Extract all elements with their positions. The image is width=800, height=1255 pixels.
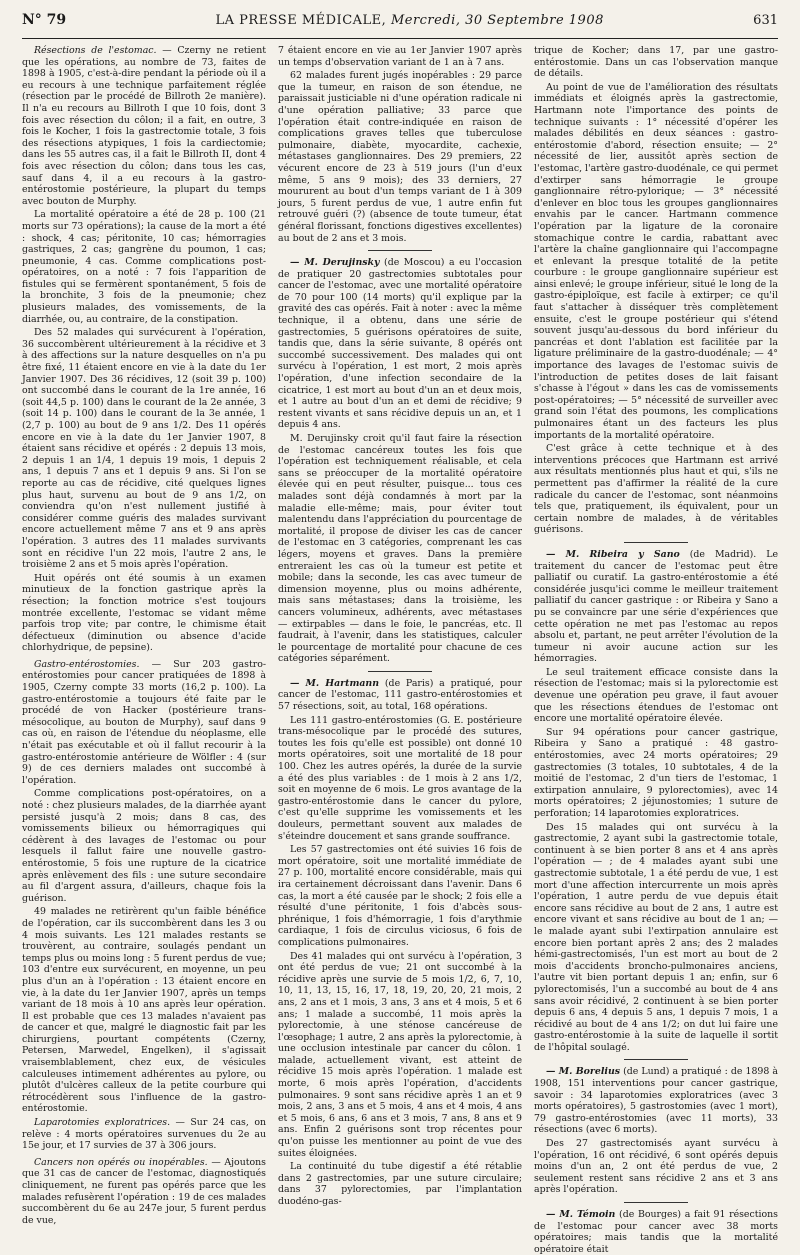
paragraph (22, 906, 266, 1115)
paragraph (22, 573, 266, 654)
paragraph-text: — Czerny ne retient que les opérations, au nombre de 73, faites de 1898 à 1905, c'est-à-dire pendant la période où il a eu recours à une technique parfaitement réglée (résection par le procédé de Billroth 2e manière). Il n'a eu recours au Billroth I que 10 fois, dont 3 fois avec résection du côlon; il a fait, en outre, 3 fois le Kocher, 1 fois la gastrectomie totale, 3 fois des résections atypiques, 1 fois la cardiectomie; dans les 55 autres cas, il a fait le Billroth II, dont 4 fois avec résection du côlon; dans tous les cas, sauf dans 4, il a eu recours à la gastro-entérostomie postérieure, la plupart du temps avec bouton de Murphy. (22, 45, 266, 207)
paragraph (278, 844, 522, 948)
paragraph-text: (de Bourges) a fait 91 résections de l'estomac pour cancer avec 38 morts opératoires; mais tandis que la mortalité opératoire était (534, 1209, 778, 1255)
paragraph (278, 433, 522, 665)
paragraph-text: — Sur 24 cas, on relève : 4 morts opératoires survenues du 2e au 15e jour, et 17 survies de 37 à 306 jours. (22, 1117, 266, 1152)
column-2 (278, 45, 522, 1207)
paragraph-text: Les 111 gastro-entérostomies (G. E. postérieure trans-mésocolique par le procédé des sutures, toutes les fois qu'elle est possible) ont donné 10 morts opératoires, soit une mortalité de 18 pour 100. Chez les autres opérés, la durée de la survie a été des plus variables : de 1 mois à 2 ans 1/2, soit en moyenne de 6 mois. Le gros avantage de la gastro-entérostomie dans le cancer du pylore, c'est qu'elle supprime les vomissements et les douleurs, permettant souvent aux malades de s'éteindre doucement et sans grande souffrance. (278, 714, 522, 842)
paragraph (22, 788, 266, 904)
issue-date: Mercredi, 30 Septembre 1908 (390, 13, 604, 28)
paragraph-text: (de Madrid). Le traitement du cancer de l'estomac peut être palliatif ou curatif. La gastro-entérostomie a été considérée jusqu'ici comme le meilleur traitement palliatif du cancer gastrique : or Ribeira y Sano a pu se convaincre par une série d'expériences que cette opération ne met pas l'estomac au repos absolu et, partant, ne peut arrêter l'évolution de la tumeur ni avoir aucune action sur les hémorragies. (534, 548, 778, 665)
paragraph-text: C'est grâce à cette technique et à des interventions précoces que Hartmann est arrivé aux résultats mentionnés plus haut et qui, s'ils ne permettent pas d'affirmer la réalité de la cure radicale du cancer de l'estomac, sont néanmoins tels que, pratiquement, ils équivalent, pour un certain nombre de malades, à de véritables guérisons. (534, 443, 778, 536)
section-separator (624, 542, 687, 543)
paragraph (278, 715, 522, 843)
paragraph (278, 1161, 522, 1207)
paragraph-text: Des 52 malades qui survécurent à l'opération, 36 succombèrent ultérieurement à la récidive et 3 à des affections sur la nature desquelles on n'a pu être fixé, 11 étaient encore en vie à la date du 1er Janvier 1907. Des 36 récidives, 12 (soit 39 p. 100) ont succombé dans le courant de la 1re année, 16 (soit 44,5 p. 100) dans le courant de la 2e année, 3 (soit 14 p. 100) dans le courant de la 3e année, 1 (2,7 p. 100) au bout de 9 ans 1/2. Des 11 opérés encore en vie à la date du 1er Janvier 1907, 8 étaient sans récidive et opérés : 2 depuis 13 mois, 2 depuis 1 an 1/4, 1 depuis 19 mois, 1 depuis 2 ans, 1 depuis 7 ans et 1 depuis 9 ans. Si l'on se reporte au cas de récidive, cité quelques lignes plus haut, survenu au bout de 9 ans 1/2, on conviendra qu'on n'est nullement justifié à considérer comme guéris des malades survivant encore actuellement même 7 ans et 9 ans après l'opération. 3 autres des 11 malades survivants sont en récidive l'un 22 mois, l'autre 2 ans, le troisième 2 ans et 5 mois après l'opération. (22, 327, 266, 571)
paragraph-text: Les 57 gastrectomies ont été suivies 16 fois de mort opératoire, soit une mortalité immédiate de 27 p. 100, mortalité encore considérable, mais qui ira certainement décroissant dans l'avenir. Dans 6 cas, la mort a été causée par le shock; 2 fois elle a résulté d'une péritonite, 1 fois d'abcès sous-phrénique, 1 fois d'hémorragie, 1 fois d'arythmie cardiaque, 1 fois de circulus viciosus, 6 fois de complications pulmonaires. (278, 844, 522, 948)
paragraph (278, 70, 522, 244)
column-3 (534, 45, 778, 1255)
section-heading: Gastro-entérostomies. (34, 658, 140, 670)
journal-title (215, 13, 603, 28)
paragraph-text: (de Paris) a pratiqué, pour cancer de l'estomac, 111 gastro-entérostomies et 57 résections, soit, au total, 168 opérations. (278, 677, 522, 713)
paragraph-text: Au point de vue de l'amélioration des résultats immédiats et éloignés après la gastrectomie, Hartmann note l'importance des points de technique suivants : 1° nécessité d'opérer les malades débilités en deux séances : gastro-entérostomie d'abord, résection ensuite; — 2° nécessité de lier, aussitôt après section de l'estomac, l'artère gastro-duodénale, ce qui permet d'extirper sans hémorragie le groupe ganglionnaire rétro-pylorique; — 3° nécessité d'enlever en bloc tous les groupes ganglionnaires envahis par le cancer. Hartmann commence l'opération par la ligature de la coronaire stomachique contre le cardia, rabattant avec l'artère la chaîne ganglionnaire qui l'accompagne et enlevant la presque totalité de la petite courbure : le groupe ganglionnaire supérieur est ainsi enlevé; le groupe inférieur, situé le long de la gastro-épiploïque, est facile à extirper; ce qu'il faut s'attacher à disséquer très complètement ensuite, c'est le groupe postérieur qui s'étend souvent jusqu'au-dessous du bord inférieur du pancréas et dont l'ablation est facilitée par la ligature préliminaire de la gastro-duodénale; — 4° importance des lavages de l'estomac suivis de l'introduction de petites doses de lait faisant s'chasse à l'égout » dans les cas de vomissements post-opératoires; — 5° nécessité de surveiller avec grand soin l'état des poumons, les complications pulmonaires étant un des facteurs les plus importants de la mortalité opératoire. (534, 81, 778, 441)
paragraph-text: Des 15 malades qui ont survécu à la gastrectomie, 2 ayant subi la gastrectomie totale, continuent à se bien porter 8 ans et 4 ans après l'opération — ; de 4 malades ayant subi une gastrectomie subtotale, 1 a été perdu de vue, 1 est mort d'une affection intercurrente un mois après l'opération, 1 autre perdu de vue depuis était encore sans récidive au bout de 2 ans, 1 autre est encore vivant et sans récidive au bout de 1 an; — le malade ayant subi l'extirpation annulaire est encore bien portant après 2 ans; des 2 malades hémi-gastrectomisés, l'un est mort au bout de 2 mois d'accidents broncho-pulmonaires anciens, l'autre vit bien portant depuis 1 an; enfin, sur 6 pylorectomisés, l'un a succombé au bout de 4 ans sans avoir récidivé, 2 continuent à se bien porter depuis 6 ans, 4 depuis 5 ans, 1 depuis 7 mois, 1 a récidivé au bout de 4 ans 1/2; on dut lui faire une gastro-entérostomie à la suite de laquelle il sortit de l'hôpital soulagé. (534, 821, 778, 1053)
paragraph (534, 549, 778, 665)
paragraph (22, 659, 266, 787)
paragraph-text: Huit opérés ont été soumis à un examen minutieux de la fonction gastrique après la résection; la fonction motrice s'est toujours montrée excellente, l'estomac se vidant même parfois trop vite; par contre, le chimisme était défectueux (diminution ou absence d'acide chlorhydrique, de pepsine). (22, 572, 266, 654)
paragraph-text: trique de Kocher; dans 17, par une gastro-entérostomie. Dans un cas l'observation manque de détails. (534, 45, 778, 80)
page-number: 631 (753, 13, 778, 28)
paragraph-text: 7 étaient encore en vie au 1er Janvier 1907 après un temps d'observation variant de 1 an à 7 ans. (278, 45, 522, 68)
paragraph (22, 1157, 266, 1227)
paragraph (22, 45, 266, 207)
section-separator (624, 1059, 687, 1060)
page-header (22, 12, 778, 39)
paragraph (534, 45, 778, 80)
paragraph-text: — Sur 203 gastro-entérostomies pour cancer pratiquées de 1898 à 1905, Czerny compte 33 morts (16,2 p. 100). La gastro-entérostomie a toujours été faite par le procédé de von Hacker (postérieure trans-mésocolique, au bouton de Murphy), sauf dans 9 cas où, en raison de l'étendue du néoplasme, elle n'était pas exécutable et où il fallut recourir à la gastro-entérostomie antérieure de Wölfler : 4 (sur 9) de ces derniers malades ont succombé à l'opération. (22, 658, 266, 786)
journal-name: LA PRESSE MÉDICALE, (215, 13, 387, 28)
paragraph (22, 209, 266, 325)
paragraph-text: M. Derujinsky croit qu'il faut faire la résection de l'estomac cancéreux toutes les fois que l'opération est techniquement réalisable, et cela sans se préoccuper de la mortalité opératoire élevée qui en peut résulter, puisque... tous ces malades sont déjà condamnés à mort par la maladie elle-même; mais, pour éviter tout malentendu dans l'appréciation du pourcentage de mortalité, il propose de diviser les cas de cancer de l'estomac en 3 catégories, comprenant les cas légers, moyens et graves. Dans la première entreraient les cas où la tumeur est petite et mobile; dans la seconde, les cas avec tumeur de dimension moyenne, plus ou moins adhérente, mais sans métastases; dans la troisième, les cancers volumineux, adhérents, avec métastases — extirpables — dans le foie, le pancréas, etc. Il faudrait, à l'avenir, dans les statistiques, calculer le pourcentage de mortalité pour chacune de ces catégories séparément. (278, 433, 522, 665)
paragraph (278, 951, 522, 1160)
author-name: — M. Ribeira y Sano (546, 548, 680, 560)
column-1 (22, 45, 266, 1226)
section-heading: Résections de l'estomac. (34, 45, 157, 56)
paragraph-text: Le seul traitement efficace consiste dans la résection de l'estomac; mais si la pylorectomie est devenue une opération peu grave, il faut avouer que les résections étendues de l'estomac ont encore une mortalité opératoire élevée. (534, 666, 778, 725)
paragraph-text: (de Moscou) a eu l'occasion de pratiquer 20 gastrectomies subtotales pour cancer de l'estomac, avec une mortalité opératoire de 70 pour 100 (14 morts) qu'il explique par la gravité des cas opérés. Fait à noter : avec la même technique, il a obtenu, dans une série de gastrectomies, 5 guérisons opératoires de suite, tandis que, dans la série suivante, 8 opérés ont succombé successivement. Des malades qui ont survécu à l'opération, 1 est mort, 2 mois après l'opération, d'une infection secondaire de la cicatrice, 1 est mort au bout d'un an et deux mois, et 1 autre au bout d'un an et demi de récidive; 9 restent vivants et sans récidive depuis un an, et 1 depuis 4 ans. (278, 257, 522, 431)
paragraph (22, 327, 266, 570)
paragraph (534, 727, 778, 820)
paragraph (22, 1117, 266, 1152)
paragraph (278, 45, 522, 68)
paragraph-text: Sur 94 opérations pour cancer gastrique, Ribeira y Sano a pratiqué : 48 gastro-entérostomies, avec 24 morts opératoires; 29 gastrectomies (3 totales, 10 subtotales, 4 de la moitié de l'estomac, 2 d'un tiers de l'estomac, 1 extirpation annulaire, 9 pylorectomies), avec 14 morts opératoires; 2 jéjunostomies; 1 suture de perforation; 14 laparotomies exploratrices. (534, 726, 778, 819)
author-name: — M. Hartmann (290, 677, 380, 689)
paragraph-text: Comme complications post-opératoires, on a noté : chez plusieurs malades, de la diarrhée ayant persisté jusqu'à 2 mois; dans 8 cas, des vomissements bilieux ou hémorragiques qui cédèrent à des lavages de l'estomac ou pour lesquels il fallut faire une nouvelle gastro-entérostomie, 5 fois une rupture de la cicatrice après enlèvement des fils : une suture secondaire au fil d'argent assura, d'ailleurs, chaque fois la guérison. (22, 788, 266, 904)
issue-number: N° 79 (22, 12, 67, 28)
paragraph-text: 49 malades ne retirèrent qu'un faible bénéfice de l'opération, car ils succombèrent dans les 3 ou 4 mois suivants. Les 121 malades restants se trouvèrent, au contraire, soulagés pendant un temps plus ou moins long : 5 furent perdus de vue; 103 d'entre eux survécurent, en moyenne, un peu plus d'un an à l'opération : 13 étaient encore en vie, à la date du 1er Janvier 1907, après un temps variant de 18 mois à 10 ans après leur opération. Il est probable que ces 13 malades n'avaient pas de cancer et que, malgré le diagnostic fait par les chirurgiens, pourtant compétents (Czerny, Petersen, Marwedel, Engelken), il s'agissait vraisemblablement, chez eux, de vésicules calculeuses intimement adhérentes au pylore, ou plutôt d'ulcères calleux de la petite courbure qui rétrocédèrent sous l'influence de la gastro-entérostomie. (22, 906, 266, 1115)
author-name: — M. Derujinsky (290, 257, 380, 269)
section-heading: Laparotomies exploratrices. (34, 1117, 171, 1129)
paragraph-text: 62 malades furent jugés inopérables : 29 parce que la tumeur, en raison de son étendue, ne paraissait justiciable ni d'une opération radicale ni d'une opération palliative; 33 parce que l'opération était contre-indiquée en raison de complications graves telles que tuberculose pulmonaire, diabète, myocardite, cachexie, métastases ganglionnaires. Des 29 premiers, 22 vécurent encore de 23 à 519 jours (l'un d'eux même, 5 ans 9 mois); des 33 derniers, 27 moururent au bout d'un temps variant de 1 à 309 jours, 5 furent perdus de vue, 1 autre enfin fut retrouvé guéri (?) (absence de toute tumeur, état général florissant, fonctions digestives excellentes) au bout de 2 ans et 3 mois. (278, 70, 522, 244)
paragraph (534, 667, 778, 725)
paragraph (278, 257, 522, 431)
paragraph-text: La continuité du tube digestif a été rétablie dans 2 gastrectomies, par une suture circulaire; dans 37 pylorectomies, par l'implantation duodéno-gas- (278, 1161, 522, 1207)
paragraph (278, 678, 522, 713)
paragraph-text: Des 41 malades qui ont survécu à l'opération, 3 ont été perdus de vue; 21 ont succombé à la récidive après une survie de 5 mois 1/2, 6, 7, 10, 10, 11, 13, 15, 16, 17, 18, 19, 20, 20, 21 mois, 2 ans, 2 ans et 1 mois, 3 ans, 3 ans et 4 mois, 5 et 6 ans; 1 malade a succombé, 11 mois après la pylorectomie, à une sténose cancéreuse de l'œsophage; 1 autre, 2 ans après la pylorectomie, à une occlusion intestinale par cancer du côlon. 1 malade, actuellement vivant, est atteint de récidive 15 mois après l'opération. 1 malade est morte, 6 mois après l'opération, d'accidents pulmonaires. 9 sont sans récidive après 1 an et 9 mois, 2 ans, 3 ans et 5 mois, 4 ans et 4 mois, 4 ans et 5 mois, 6 ans, 6 ans et 3 mois, 7 ans, 8 ans et 9 ans. Enfin 2 guérisons sont trop récentes pour qu'on puisse les mentionner au point de vue des suites éloignées. (278, 950, 522, 1159)
author-name: — M. Borelius (546, 1066, 621, 1078)
section-separator (368, 250, 431, 251)
author-name: — M. Témoin (546, 1209, 616, 1220)
paragraph (534, 82, 778, 441)
section-separator (368, 671, 431, 672)
paragraph (534, 1209, 778, 1255)
paragraph (534, 1066, 778, 1136)
paragraph-text: La mortalité opératoire a été de 28 p. 100 (21 morts sur 73 opérations); la cause de la mort a été : shock, 4 cas; péritonite, 10 cas; hémorragies gastriques, 2 cas; gangrène du poumon, 1 cas; pneumonie, 4 cas. Comme complications post-opératoires, on a noté : 7 fois l'apparition de fistules qui se fermèrent spontanément, 5 fois de la bronchite, 3 fois de la pneumonie; chez plusieurs malades, des vomissements, de la diarrhée, ou, au contraire, de la constipation. (22, 209, 266, 325)
columns (22, 45, 778, 1255)
paragraph-text: Des 27 gastrectomisés ayant survécu à l'opération, 16 ont récidivé, 6 sont opérés depuis moins d'un an, 2 ont été perdus de vue, 2 seulement restent sans récidive 2 ans et 3 ans après l'opération. (534, 1138, 778, 1196)
paragraph-text: — Ajoutons que 31 cas de cancer de l'estomac, diagnostiqués cliniquement, ne furent pas opérés parce que les malades refusèrent l'opération : 19 de ces malades succombèrent du 6e au 247e jour, 5 furent perdus de vue, (22, 1156, 266, 1226)
section-heading: Cancers non opérés ou inopérables. (34, 1156, 208, 1168)
paragraph (534, 1138, 778, 1196)
paragraph (534, 443, 778, 536)
section-separator (624, 1202, 687, 1203)
paragraph (534, 822, 778, 1054)
paragraph-text: (de Lund) a pratiqué : de 1898 à 1908, 151 interventions pour cancer gastrique, savoir : 34 laparotomies exploratrices (avec 3 morts opératoires), 5 gastrostomies (avec 1 mort), 79 gastro-entérostomies (avec 11 morts), 33 résections (avec 6 morts). (534, 1066, 778, 1136)
